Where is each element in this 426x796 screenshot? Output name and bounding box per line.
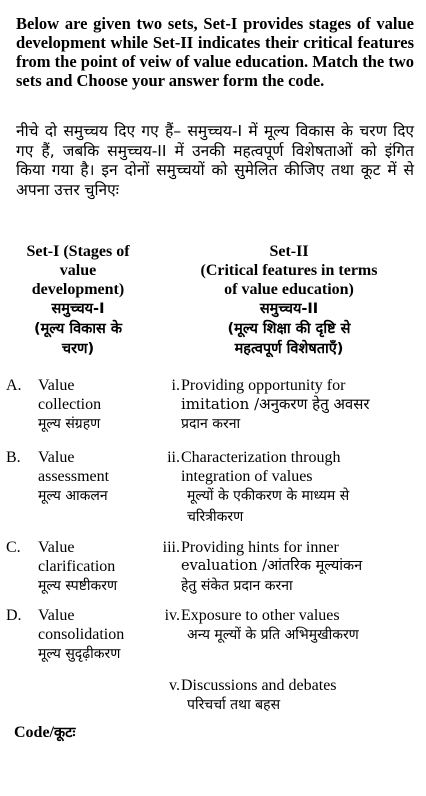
item-number: ii. [167, 449, 180, 466]
item-marker: A. [6, 377, 22, 394]
item-text-hindi: परिचर्चा तथा बहस [187, 697, 281, 713]
item-text-hindi: अन्य मूल्यों के प्रति अभिमुखीकरण [187, 627, 359, 643]
code-label [14, 722, 75, 742]
set1-title-line: Set-I (Stages of [26, 243, 130, 260]
item-text: clarification [38, 558, 116, 575]
code-label-english: Code/ [14, 724, 54, 741]
item-text: Exposure to other values [181, 607, 340, 624]
item-text: Value [38, 449, 75, 466]
item-text-hindi: प्रदान करना [181, 416, 241, 432]
set1-title-hindi: समुच्चय-I [51, 301, 105, 317]
item-number: iii. [162, 539, 180, 556]
item-marker: D. [6, 607, 22, 624]
set1-title-hindi: चरण) [61, 341, 95, 357]
set2-title-hindi: समुच्चय-II [259, 301, 319, 317]
item-marker: C. [6, 539, 21, 556]
item-text-hindi: मूल्य आकलन [38, 488, 108, 504]
item-number: iv. [164, 607, 180, 624]
set1-header [8, 242, 148, 359]
item-text-hindi: मूल्य सुदृढ़ीकरण [38, 646, 121, 662]
set1-title-line: development) [31, 281, 125, 298]
set2-title-hindi: (मूल्य शिक्षा की दृष्टि से [227, 321, 351, 337]
item-text-hindi: मूल्य संग्रहण [38, 416, 101, 432]
item-marker: B. [6, 449, 21, 466]
instruction-hindi: नीचे दो समुच्चय दिए गए हैं– समुच्चय-I में मूल्य विकास के चरण दिए गए हैं, जबकि समुच्चय-II में उनकी महत्वपूर्ण विशेषताओं को इंगित किया गया है। इन दोनों समुच्चयों को सुमेलित कीजिए तथा कूट में से अपना उत्तर चुनिएः [16, 122, 414, 199]
item-text: Discussions and debates [181, 677, 337, 694]
item-text-hindi: हेतु संकेत प्रदान करना [181, 578, 293, 594]
item-text: assessment [38, 468, 110, 485]
item-text: Value [38, 377, 75, 394]
item-text: Providing hints for inner [181, 539, 339, 556]
set2-title-line: of value education) [224, 281, 354, 298]
set2-header [178, 242, 400, 359]
item-text: Value [38, 607, 75, 624]
item-text: evaluation /आंतरिक मूल्यांकन [181, 558, 363, 574]
set1-title-line: value [59, 262, 97, 279]
item-text: collection [38, 396, 102, 413]
item-text: Characterization through [181, 449, 341, 466]
code-label-hindi: कूटः [54, 725, 76, 741]
item-text-hindi: मूल्य स्पष्टीकरण [38, 578, 118, 594]
item-text: Value [38, 539, 75, 556]
instruction-english: Below are given two sets, Set-I provides stages of value development while Set-II indicates their critical features from the point of veiw of value education. Match the two sets and Choose your answer form the code. [16, 14, 414, 90]
item-text: Providing opportunity for [181, 377, 346, 394]
item-number: v. [169, 677, 180, 694]
set1-title-hindi: (मूल्य विकास के [33, 321, 123, 337]
item-text: integration of values [181, 468, 313, 485]
set2-title-line: Set-II [269, 243, 309, 260]
set2-title-hindi: महत्वपूर्ण विशेषताएँ) [234, 341, 344, 357]
item-number: i. [171, 377, 180, 394]
set2-title-line: (Critical features in terms [200, 262, 378, 279]
item-text-hindi: मूल्यों के एकीकरण के माध्यम से चरित्रीकरण [187, 488, 350, 525]
item-text: consolidation [38, 626, 125, 643]
item-text: imitation /अनुकरण हेतु अवसर [181, 395, 370, 413]
